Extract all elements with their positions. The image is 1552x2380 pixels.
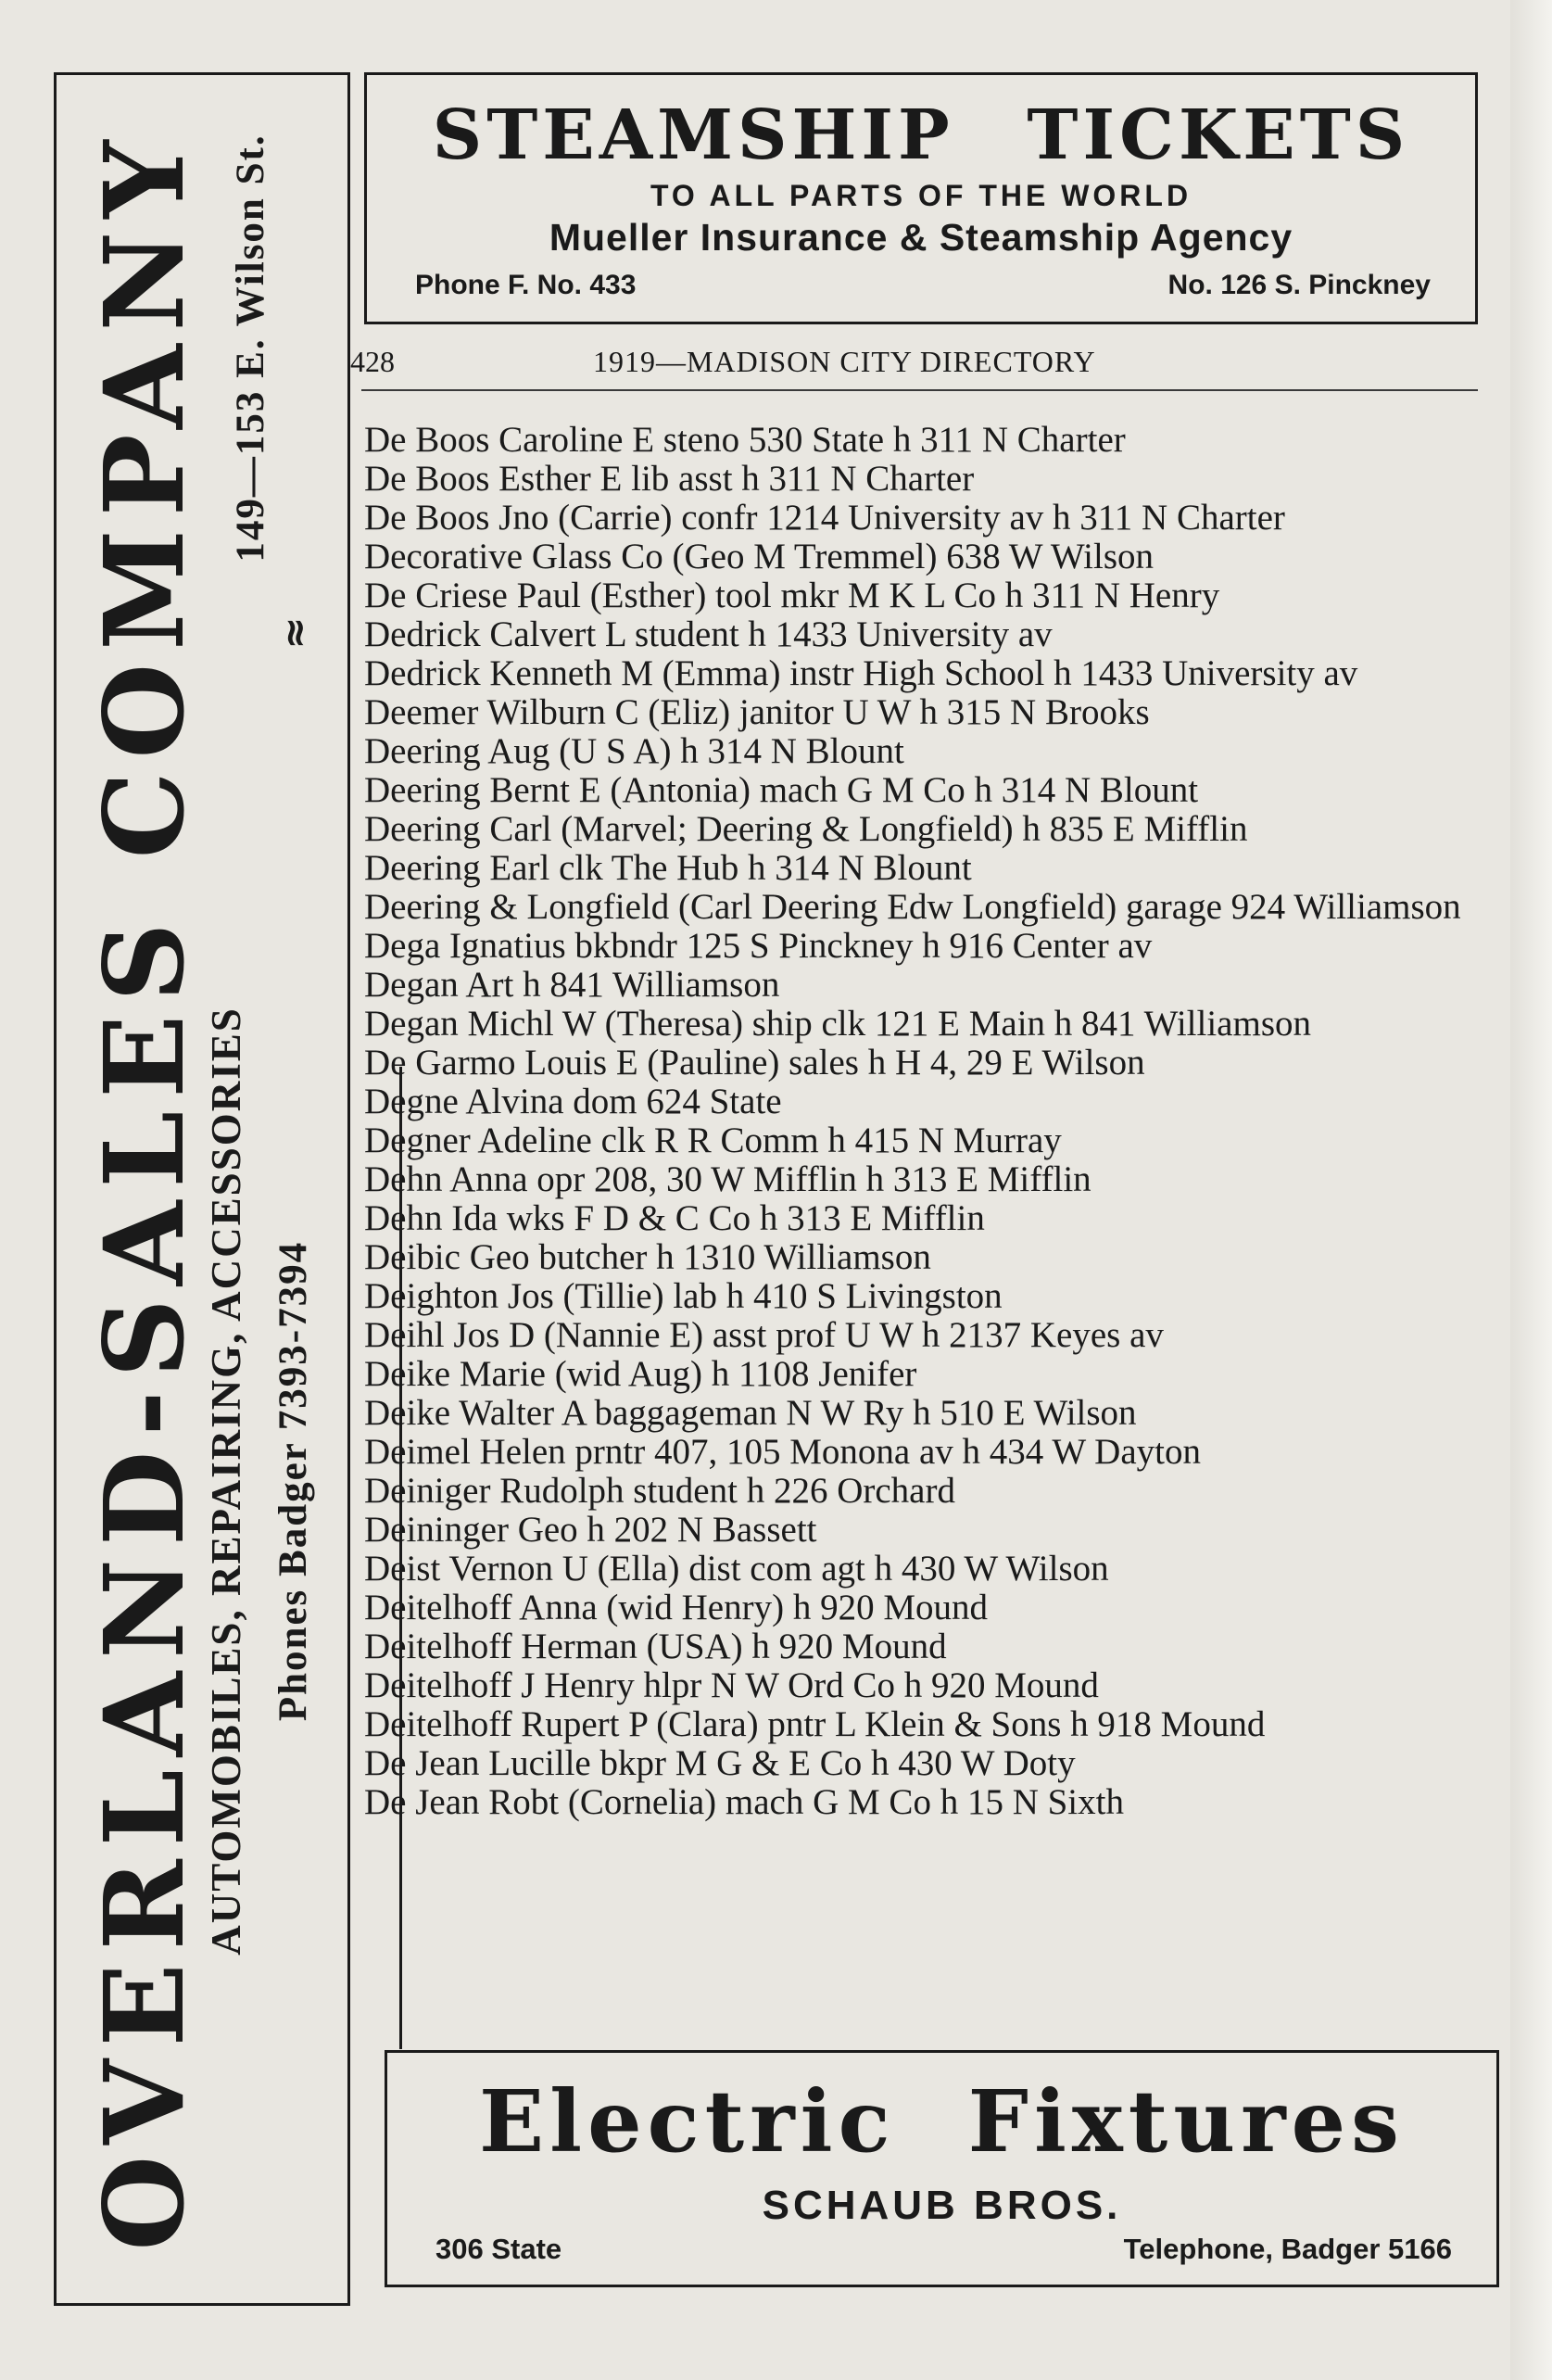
side-ad-services: AUTOMOBILES, REPAIRING, ACCESSORIES (203, 1006, 249, 1956)
directory-entry: Deike Marie (wid Aug) h 1108 Jenifer (364, 1354, 917, 1394)
top-ad-title: STEAMSHIP TICKETS (432, 95, 1410, 175)
directory-entry: Deering Carl (Marvel; Deering & Longfield) h 835 E Mifflin (364, 809, 1248, 849)
directory-entry: Deibic Geo butcher h 1310 Williamson (364, 1237, 931, 1277)
side-ad-divider-mark: ≈ (271, 616, 317, 650)
top-ad-agency: Mueller Insurance & Steamship Agency (549, 216, 1293, 259)
directory-entry: Deike Walter A baggageman N W Ry h 510 E Wilson (364, 1393, 1137, 1433)
directory-entry: Deitelhoff Anna (wid Henry) h 920 Mound (364, 1588, 988, 1627)
directory-entry: Deering Earl clk The Hub h 314 N Blount (364, 848, 972, 888)
side-ad-address: 149—153 E. Wilson St. (229, 133, 272, 563)
directory-entry: Degan Art h 841 Williamson (364, 965, 780, 1005)
directory-entry: Dedrick Kenneth M (Emma) instr High School h 1433 University av (364, 653, 1358, 693)
directory-entry: Deitelhoff Rupert P (Clara) pntr L Klein & Sons h 918 Mound (364, 1704, 1266, 1744)
side-ad-phones: Phones Badger 7393-7394 (271, 1240, 315, 1722)
directory-entry: Deitelhoff Herman (USA) h 920 Mound (364, 1627, 947, 1666)
directory-entry: Deering Aug (U S A) h 314 N Blount (364, 731, 904, 771)
directory-entry: Deighton Jos (Tillie) lab h 410 S Livingston (364, 1276, 1003, 1316)
directory-entry: De Boos Jno (Carrie) confr 1214 University av h 311 N Charter (364, 498, 1285, 538)
directory-entry: Deihl Jos D (Nannie E) asst prof U W h 2137 Keyes av (364, 1315, 1164, 1355)
directory-entry: De Boos Esther E lib asst h 311 N Charter (364, 459, 975, 499)
page-edge (1510, 0, 1552, 2380)
directory-entry: Degan Michl W (Theresa) ship clk 121 E Main h 841 Williamson (364, 1004, 1311, 1044)
bottom-ad-address: 306 State (435, 2233, 562, 2265)
top-advertisement (364, 72, 1478, 324)
directory-entry: Deimel Helen prntr 407, 105 Monona av h 434 W Dayton (364, 1432, 1201, 1472)
top-ad-phone: Phone F. No. 433 (415, 270, 637, 300)
directory-entry: Dehn Anna opr 208, 30 W Mifflin h 313 E Mifflin (364, 1159, 1091, 1199)
directory-entry: Deering & Longfield (Carl Deering Edw Longfield) garage 924 Williamson (364, 887, 1461, 927)
directory-entry: Deitelhoff J Henry hlpr N W Ord Co h 920 Mound (364, 1665, 1099, 1705)
directory-entry: De Jean Lucille bkpr M G & E Co h 430 W Doty (364, 1743, 1076, 1783)
directory-entry: Deemer Wilburn C (Eliz) janitor U W h 315 N Brooks (364, 692, 1150, 732)
directory-entry: Dedrick Calvert L student h 1433 University av (364, 614, 1053, 654)
top-ad-subtitle: TO ALL PARTS OF THE WORLD (650, 179, 1192, 212)
directory-entry: Deering Bernt E (Antonia) mach G M Co h 314 N Blount (364, 770, 1199, 810)
side-ad-address-block (202, 86, 273, 610)
side-advertisement-content (63, 86, 341, 2292)
bottom-ad-title: Electric Fixtures (479, 2071, 1405, 2171)
header-rule (361, 389, 1478, 391)
bottom-ad-company: SCHAUB BROS. (762, 2183, 1122, 2228)
running-head: 1919—MADISON CITY DIRECTORY (593, 345, 1096, 378)
page-number: 428 (350, 345, 395, 378)
directory-entry: Deininger Geo h 202 N Bassett (364, 1510, 817, 1550)
directory-entry: Dehn Ida wks F D & C Co h 313 E Mifflin (364, 1198, 985, 1238)
directory-entry: De Garmo Louis E (Pauline) sales h H 4, 29 E Wilson (364, 1043, 1145, 1082)
bottom-ad-phone: Telephone, Badger 5166 (1123, 2233, 1452, 2265)
directory-entry: Decorative Glass Co (Geo M Tremmel) 638 W Wilson (364, 537, 1155, 576)
bottom-advertisement (385, 2050, 1499, 2287)
top-ad-address: No. 126 S. Pinckney (1167, 270, 1431, 300)
directory-entry: De Boos Caroline E steno 530 State h 311 N Charter (364, 420, 1126, 460)
directory-entry: Dega Ignatius bkbndr 125 S Pinckney h 916 Center av (364, 926, 1153, 966)
directory-entry: Degner Adeline clk R R Comm h 415 N Murray (364, 1120, 1062, 1160)
directory-entry: De Criese Paul (Esther) tool mkr M K L Co h 311 N Henry (364, 576, 1220, 615)
directory-entry: De Jean Robt (Cornelia) mach G M Co h 15 N Sixth (364, 1782, 1124, 1822)
directory-entry: Degne Alvina dom 624 State (364, 1082, 782, 1121)
side-ad-company-name: OVERLAND-SALES COMPANY (80, 127, 208, 2251)
side-advertisement (54, 72, 350, 2306)
directory-listing (364, 421, 1495, 1822)
directory-entry: Deist Vernon U (Ella) dist com agt h 430 W Wilson (364, 1549, 1109, 1589)
directory-entry: Deiniger Rudolph student h 226 Orchard (364, 1471, 955, 1511)
